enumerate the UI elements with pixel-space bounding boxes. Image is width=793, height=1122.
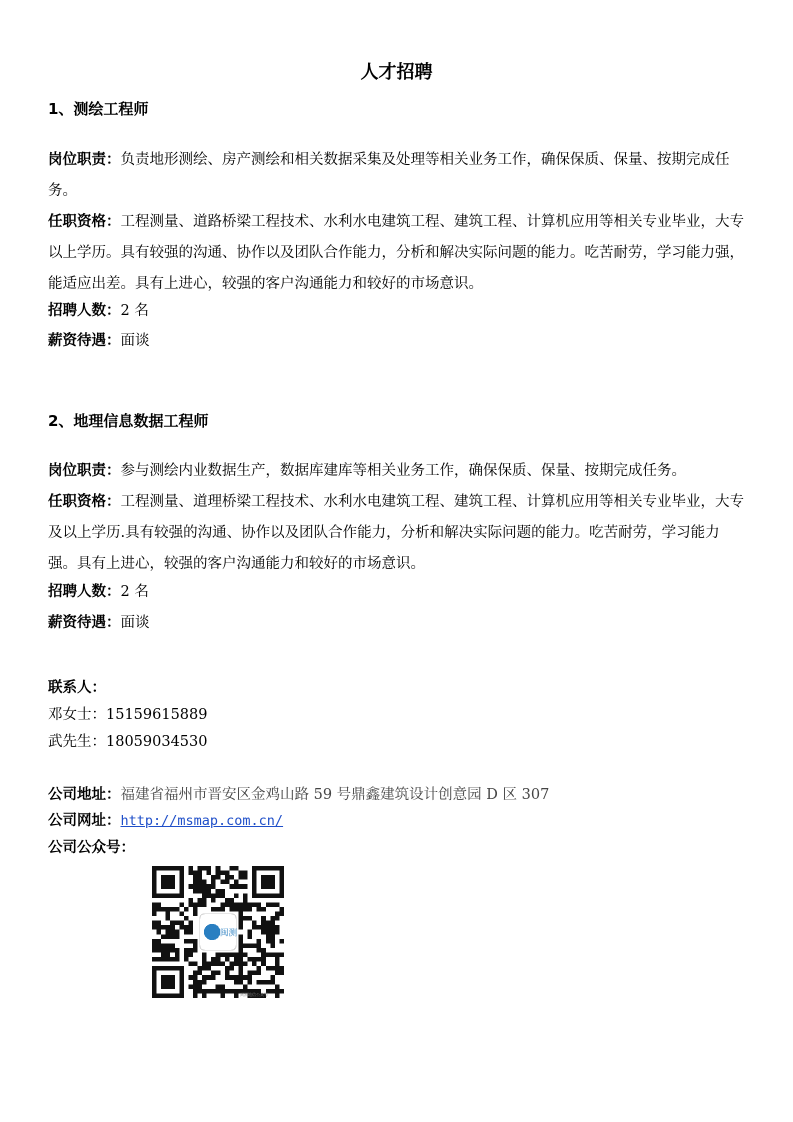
salary-value: 面谈 xyxy=(120,615,150,631)
section-1-qualification xyxy=(48,207,748,300)
count-value: 2 名 xyxy=(120,303,149,319)
qual-label: 任职资格： xyxy=(48,214,121,230)
contact-phone: 15159615889 xyxy=(106,707,208,723)
duty-text: 参与测绘内业数据生产，数据库建库等相关业务工作，确保保质、保量、按期完成任务。 xyxy=(120,463,686,479)
duty-label: 岗位职责： xyxy=(48,152,121,168)
page-title: 人才招聘 xyxy=(360,62,433,83)
qual-text: 工程测量、道路桥梁工程技术、水利水电建筑工程、建筑工程、计算机应用等相关专业毕业，大专以上学历。具有较强的沟通、协作以及团队合作能力，分析和解决实际问题的能力。吃苦耐劳，学习能力强，能适应出差。具有上进心，较强的客户沟通能力和较好的市场意识。 xyxy=(48,214,744,292)
count-label: 招聘人数： xyxy=(48,303,121,319)
section-1-heading: 1、测绘工程师 xyxy=(48,100,149,118)
salary-label: 薪资待遇： xyxy=(48,615,121,631)
wechat-label: 公司公众号： xyxy=(48,840,135,856)
section-2-salary xyxy=(48,612,150,634)
section-2-count xyxy=(48,581,149,603)
salary-label: 薪资待遇： xyxy=(48,333,121,349)
contact-name: 邓女士： xyxy=(48,707,106,723)
qr-logo-icon xyxy=(204,924,220,940)
address-value: 福建省福州市晋安区金鸡山路 59 号鼎鑫建筑设计创意园 D 区 307 xyxy=(120,787,550,803)
section-2-heading: 2、地理信息数据工程师 xyxy=(48,412,209,430)
website-link[interactable]: http://msmap.com.cn/ xyxy=(120,813,284,829)
count-value: 2 名 xyxy=(120,584,149,600)
section-2-qualification xyxy=(48,487,748,580)
address-label: 公司地址： xyxy=(48,787,121,803)
website-label: 公司网址： xyxy=(48,813,121,829)
section-2-duty xyxy=(48,456,748,487)
qr-logo-text: 闽测 xyxy=(219,928,238,939)
wechat-qr-code xyxy=(152,866,284,998)
section-1-salary xyxy=(48,330,150,352)
qual-label: 任职资格： xyxy=(48,494,121,510)
contact-phone: 18059034530 xyxy=(106,734,208,750)
contact-label: 联系人： xyxy=(48,680,106,696)
salary-value: 面谈 xyxy=(120,333,150,349)
company-address xyxy=(48,784,549,806)
qual-text: 工程测量、道理桥梁工程技术、水利水电建筑工程、建筑工程、计算机应用等相关专业毕业，大专及以上学历.具有较强的沟通、协作以及团队合作能力，分析和解决实际问题的能力。吃苦耐劳，学习能力强。具有上进心，较强的客户沟通能力和较好的市场意识。 xyxy=(48,494,744,572)
section-1-duty xyxy=(48,145,748,207)
contact-person-1 xyxy=(48,704,207,726)
qr-caption: 闽测地信公众号 xyxy=(240,992,268,997)
contact-person-2 xyxy=(48,731,207,753)
contact-name: 武先生： xyxy=(48,734,106,750)
company-website xyxy=(48,810,283,832)
duty-text: 负责地形测绘、房产测绘和相关数据采集及处理等相关业务工作，确保保质、保量、按期完成任务。 xyxy=(48,152,730,199)
section-1-count xyxy=(48,300,149,322)
count-label: 招聘人数： xyxy=(48,584,121,600)
duty-label: 岗位职责： xyxy=(48,463,121,479)
